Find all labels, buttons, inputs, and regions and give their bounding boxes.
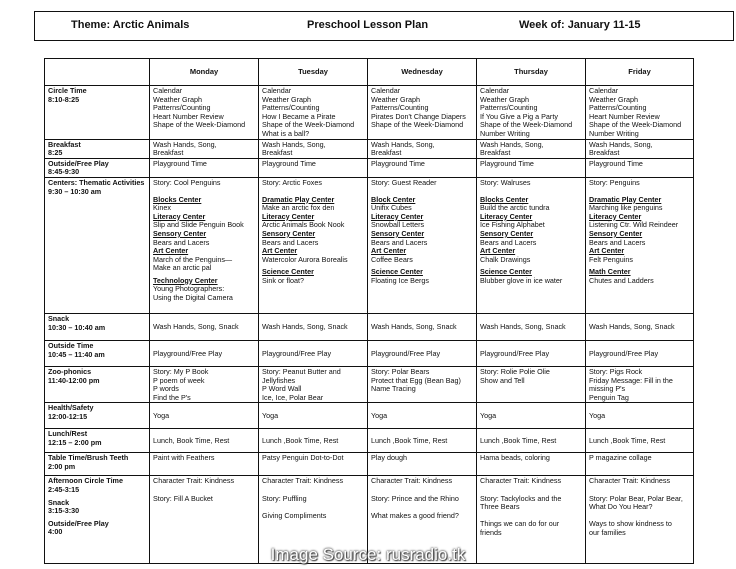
cell-line: Playground/Free Play [153, 348, 223, 358]
day-cell [477, 403, 586, 429]
cell-line: If You Give a Pig a Party [480, 111, 558, 121]
cell-line: Three Bears [480, 502, 520, 512]
day-cell [477, 139, 586, 158]
snack-row [45, 313, 694, 340]
day-cell [150, 340, 259, 366]
story-line: Story: Cool Penguins [153, 177, 221, 187]
center-heading: Science Center [371, 267, 423, 277]
page-title: Preschool Lesson Plan [307, 19, 429, 31]
cell-line: Shape of the Week-Diamond [153, 120, 246, 130]
cell-line: Story: Fill A Bucket [153, 493, 213, 503]
day-header: Friday [586, 59, 694, 86]
center-heading: Sensory Center [153, 228, 207, 238]
day-cell [586, 453, 694, 476]
cell-line: Patsy Penguin Dot-to-Dot [262, 453, 344, 463]
center-heading: Blocks Center [153, 194, 202, 204]
row-label-time: 11:40-12:00 pm [48, 375, 100, 385]
center-activity: Felt Penguins [589, 254, 633, 264]
day-cell [150, 366, 259, 402]
cell-line: Story: Prince and the Rhino [371, 493, 459, 503]
center-activity: Ice Fishing Alphabet [480, 220, 545, 230]
health-safety-row [45, 403, 694, 429]
day-cell [477, 158, 586, 177]
row-label-title: Centers: Thematic Activities [48, 177, 145, 187]
day-cell [259, 366, 368, 402]
cell-line: Playground/Free Play [480, 348, 550, 358]
day-header: Monday [150, 59, 259, 86]
center-activity: Bears and Lacers [262, 237, 319, 247]
cell-line: Story: Peanut Butter and [262, 366, 341, 376]
center-activity: Arctic Animals Book Nook [262, 220, 345, 230]
row-label [45, 313, 150, 340]
cell-line: Breakfast [480, 148, 511, 158]
day-cell [368, 177, 477, 313]
cell-line: Wash Hands, Song, Snack [371, 322, 457, 332]
day-cell [368, 403, 477, 429]
center-heading: Literacy Center [589, 211, 642, 221]
day-cell [259, 139, 368, 158]
day-cell [586, 429, 694, 453]
day-cell [477, 366, 586, 402]
day-cell [477, 313, 586, 340]
cell-line: Patterns/Counting [480, 103, 538, 113]
cell-line: Playground Time [262, 158, 316, 168]
center-heading: Literacy Center [480, 211, 533, 221]
cell-line: Find the P's [153, 392, 191, 402]
cell-line: Breakfast [589, 148, 620, 158]
day-cell [368, 139, 477, 158]
cell-line: Penguin Tag [589, 392, 629, 402]
row-label [45, 453, 150, 476]
week-label: Week of: January 11-15 [519, 19, 641, 31]
center-activity: Young Photographers: [153, 284, 225, 294]
cell-line: Play dough [371, 453, 407, 463]
cell-line: Heart Number Review [153, 111, 224, 121]
center-heading: Math Center [589, 267, 631, 277]
center-heading: Art Center [589, 246, 625, 256]
cell-line: Yoga [480, 411, 497, 421]
row-label [45, 429, 150, 453]
center-heading: Sensory Center [262, 228, 316, 238]
day-header: Wednesday [368, 59, 477, 86]
center-heading: Science Center [262, 267, 314, 277]
cell-line: Wash Hands, Song, [153, 139, 217, 149]
center-activity: Marching like penguins [589, 203, 663, 213]
row-label-time: 3:15-3:30 [48, 506, 80, 516]
cell-line: P poem of week [153, 375, 205, 385]
row-label-time: 4:00 [48, 527, 63, 537]
center-activity: Bears and Lacers [153, 237, 210, 247]
center-activity: Watercolor Aurora Borealis [262, 254, 348, 264]
cell-line: What makes a good friend? [371, 510, 459, 520]
center-activity: Blubber glove in ice water [480, 275, 563, 285]
center-activity: Coffee Bears [371, 254, 413, 264]
center-activity: Make an arctic pal [153, 263, 212, 273]
cell-line: P magazine collage [589, 453, 652, 463]
day-cell [259, 429, 368, 453]
center-heading: Science Center [480, 267, 532, 277]
day-cell [150, 403, 259, 429]
circle-time-row [45, 86, 694, 140]
cell-line: Patterns/Counting [371, 103, 429, 113]
cell-line: Story: Tackylocks and the [480, 493, 562, 503]
row-label [45, 86, 150, 140]
cell-line: Breakfast [153, 148, 184, 158]
cell-line: Shape of the Week-Diamond [480, 120, 573, 130]
row-label-time: 10:30 – 10:40 am [48, 322, 106, 332]
cell-line: Hama beads, coloring [480, 453, 550, 463]
day-cell [586, 139, 694, 158]
cell-line: Playground Time [589, 158, 643, 168]
cell-line: Character Trait: Kindness [153, 476, 235, 486]
row-label-title: Circle Time [48, 86, 87, 95]
centers-row [45, 177, 694, 313]
center-activity: Listening Ctr. Wild Reindeer [589, 220, 679, 230]
cell-line: Yoga [371, 411, 388, 421]
cell-line: Shape of the Week-Diamond [262, 120, 355, 130]
cell-line: Weather Graph [480, 94, 530, 104]
cell-line: Calendar [371, 86, 401, 95]
day-cell [150, 429, 259, 453]
center-heading: Sensory Center [371, 228, 425, 238]
cell-line: Show and Tell [480, 375, 525, 385]
day-cell [477, 177, 586, 313]
day-cell [259, 340, 368, 366]
cell-line: Yoga [153, 411, 170, 421]
cell-line: How I Became a Pirate [262, 111, 336, 121]
cell-line: Things we can do for our [480, 519, 560, 529]
cell-line: Yoga [262, 411, 279, 421]
day-cell [259, 177, 368, 313]
center-heading: Sensory Center [480, 228, 534, 238]
cell-line: Giving Compliments [262, 510, 327, 520]
cell-line: Lunch ,Book Time, Rest [480, 436, 557, 446]
day-header: Tuesday [259, 59, 368, 86]
cell-line: Wash Hands, Song, Snack [480, 322, 566, 332]
row-label-title: Snack [48, 313, 70, 323]
center-activity: Bears and Lacers [589, 237, 646, 247]
cell-line: Weather Graph [153, 94, 203, 104]
cell-line: Playground/Free Play [371, 348, 441, 358]
row-label-time: 10:45 – 11:40 am [48, 349, 105, 359]
day-cell [368, 313, 477, 340]
row-label-title: Breakfast [48, 139, 81, 149]
lunch-rest-row [45, 429, 694, 453]
day-cell [586, 366, 694, 402]
day-cell [150, 86, 259, 140]
day-cell [586, 177, 694, 313]
cell-line: friends [480, 527, 502, 537]
cell-line: P Word Wall [262, 384, 302, 394]
center-heading: Literacy Center [371, 211, 424, 221]
center-heading: Art Center [262, 246, 298, 256]
cell-line: Calendar [589, 86, 619, 95]
day-cell [586, 158, 694, 177]
story-line: Story: Arctic Foxes [262, 177, 322, 187]
cell-line: Playground Time [480, 158, 534, 168]
cell-line: Ways to show kindness to [589, 519, 672, 529]
row-label-title: Outside/Free Play [48, 518, 109, 528]
day-cell [586, 86, 694, 140]
cell-line: Story: Pigs Rock [589, 366, 643, 376]
row-label [45, 158, 150, 177]
day-cell [368, 158, 477, 177]
cell-line: Wash Hands, Song, [371, 139, 435, 149]
center-activity: Kinex [153, 203, 171, 213]
cell-line: Story: Puffling [262, 493, 307, 503]
cell-line: What is a ball? [262, 128, 310, 138]
center-activity: Make an arctic fox den [262, 203, 335, 213]
cell-line: Yoga [589, 411, 606, 421]
center-heading: Literacy Center [153, 211, 206, 221]
cell-line: Breakfast [262, 148, 293, 158]
row-label [45, 139, 150, 158]
outside-play-row [45, 158, 694, 177]
center-heading: Dramatic Play Center [589, 194, 662, 204]
cell-line: Wash Hands, Song, [480, 139, 544, 149]
day-cell [259, 158, 368, 177]
row-label [45, 177, 150, 313]
row-label-title: Health/Safety [48, 403, 94, 413]
cell-line: Character Trait: Kindness [262, 476, 344, 486]
center-activity: Unifix Cubes [371, 203, 412, 213]
cell-line: Character Trait: Kindness [480, 476, 562, 486]
table-time-row [45, 453, 694, 476]
cell-line: Lunch ,Book Time, Rest [371, 436, 448, 446]
day-cell [368, 453, 477, 476]
cell-line: What Do You Hear? [589, 502, 653, 512]
cell-line: Story: My P Book [153, 366, 209, 376]
center-heading: Block Center [371, 194, 416, 204]
cell-line: Wash Hands, Song, [262, 139, 326, 149]
center-heading: Art Center [371, 246, 407, 256]
cell-line: Patterns/Counting [589, 103, 647, 113]
cell-line: Name Tracing [371, 384, 416, 394]
day-cell [259, 86, 368, 140]
cell-line: Playground/Free Play [262, 348, 332, 358]
center-heading: Art Center [153, 246, 189, 256]
day-cell [586, 313, 694, 340]
center-heading: Art Center [480, 246, 516, 256]
lesson-plan-header [34, 11, 734, 41]
cell-line: Lunch ,Book Time, Rest [589, 436, 666, 446]
zoo-phonics-row [45, 366, 694, 402]
center-activity: Snowball Letters [371, 220, 425, 230]
center-activity: March of the Penguins— [153, 254, 233, 264]
center-activity: Using the Digital Camera [153, 293, 233, 303]
cell-line: P words [153, 384, 179, 394]
cell-line: Calendar [480, 86, 510, 95]
row-label-title: Outside Time [48, 340, 94, 350]
day-cell [150, 313, 259, 340]
cell-line: Lunch, Book Time, Rest [153, 436, 230, 446]
cell-line: Playground Time [153, 158, 207, 168]
day-cell [150, 453, 259, 476]
center-activity: Floating Ice Bergs [371, 275, 429, 285]
day-header: Thursday [477, 59, 586, 86]
corner-cell [45, 59, 150, 86]
day-cell [477, 86, 586, 140]
cell-line: Lunch ,Book Time, Rest [262, 436, 339, 446]
cell-line: Weather Graph [262, 94, 312, 104]
day-cell [477, 429, 586, 453]
cell-line: Friday Message: Fill in the [589, 375, 673, 385]
cell-line: Wash Hands, Song, Snack [589, 322, 675, 332]
day-header-row [45, 59, 694, 86]
row-label-time: 9:30 – 10:30 am [48, 186, 102, 196]
row-label [45, 340, 150, 366]
cell-line: Jellyfishes [262, 375, 296, 385]
row-label-title: Zoo-phonics [48, 366, 92, 376]
cell-line: Shape of the Week-Diamond [371, 120, 464, 130]
cell-line: Breakfast [371, 148, 402, 158]
story-line: Story: Penguins [589, 177, 640, 187]
cell-line: our families [589, 527, 626, 537]
day-cell [477, 453, 586, 476]
cell-line: Weather Graph [589, 94, 639, 104]
cell-line: Playground Time [371, 158, 425, 168]
cell-line: Paint with Feathers [153, 453, 215, 463]
center-activity: Bears and Lacers [480, 237, 537, 247]
cell-line: Calendar [153, 86, 183, 95]
day-cell [368, 366, 477, 402]
day-cell [259, 453, 368, 476]
watermark: Image Source: rusradio.tk [270, 545, 466, 564]
center-activity: Chalk Drawings [480, 254, 531, 264]
day-cell [586, 403, 694, 429]
row-label-time: 8:45-9:30 [48, 167, 80, 177]
story-line: Story: Guest Reader [371, 177, 437, 187]
day-cell [259, 313, 368, 340]
row-label-time: 8:10-8:25 [48, 94, 80, 104]
cell-line: Character Trait: Kindness [589, 476, 671, 486]
cell-line: Ice, Ice, Polar Bear [262, 392, 324, 402]
cell-line: missing P's [589, 384, 626, 394]
cell-line: Patterns/Counting [153, 103, 211, 113]
day-cell [150, 158, 259, 177]
row-label-time: 12:00-12:15 [48, 411, 88, 421]
cell-line: Patterns/Counting [262, 103, 320, 113]
cell-line: Character Trait: Kindness [371, 476, 453, 486]
cell-line: Story: Polar Bears [371, 366, 430, 376]
row-label [45, 366, 150, 402]
cell-line: Calendar [262, 86, 292, 95]
day-cell [586, 340, 694, 366]
row-label [45, 403, 150, 429]
cell-line: Story: Rolie Polie Olie [480, 366, 550, 376]
cell-line: Wash Hands, Song, [589, 139, 653, 149]
outside-time-row [45, 340, 694, 366]
row-label-title: Lunch/Rest [48, 429, 88, 439]
day-cell [368, 340, 477, 366]
cell-line: Protect that Egg (Bean Bag) [371, 375, 461, 385]
day-cell [368, 429, 477, 453]
row-label-time: 2:45-3:15 [48, 484, 80, 494]
cell-line: Shape of the Week-Diamond [589, 120, 682, 130]
row-label-title: Table Time/Brush Teeth [48, 453, 129, 463]
day-cell [477, 340, 586, 366]
breakfast-row [45, 139, 694, 158]
lesson-plan-table [44, 58, 694, 564]
cell-line: Wash Hands, Song, Snack [262, 322, 348, 332]
center-activity: Chutes and Ladders [589, 275, 654, 285]
center-heading: Technology Center [153, 275, 218, 285]
row-label-title: Snack [48, 497, 70, 507]
center-heading: Literacy Center [262, 211, 315, 221]
cell-line: Weather Graph [371, 94, 421, 104]
theme-label: Theme: Arctic Animals [71, 19, 190, 31]
row-label-title: Outside/Free Play [48, 158, 109, 168]
cell-line: Number Writing [589, 128, 639, 138]
center-heading: Blocks Center [480, 194, 529, 204]
day-cell [259, 403, 368, 429]
cell-line: Heart Number Review [589, 111, 660, 121]
cell-line: Wash Hands, Song, Snack [153, 322, 239, 332]
cell-line: Playground/Free Play [589, 348, 659, 358]
center-activity: Sink or float? [262, 275, 304, 285]
cell-line: Pirates Don't Change Diapers [371, 111, 466, 121]
row-label-time: 8:25 [48, 148, 63, 158]
day-cell [150, 177, 259, 313]
row-label-time: 12:15 – 2:00 pm [48, 437, 102, 447]
day-cell [150, 139, 259, 158]
cell-line: Story: Polar Bear, Polar Bear, [589, 493, 683, 503]
center-activity: Slip and Slide Penguin Book [153, 220, 244, 230]
center-heading: Dramatic Play Center [262, 194, 335, 204]
row-label-time: 2:00 pm [48, 461, 76, 471]
center-heading: Sensory Center [589, 228, 643, 238]
row-label-title: Afternoon Circle Time [48, 476, 123, 486]
center-activity: Build the arctic tundra [480, 203, 550, 213]
story-line: Story: Walruses [480, 177, 531, 187]
center-activity: Bears and Lacers [371, 237, 428, 247]
cell-line: Number Writing [480, 128, 530, 138]
day-cell [368, 86, 477, 140]
